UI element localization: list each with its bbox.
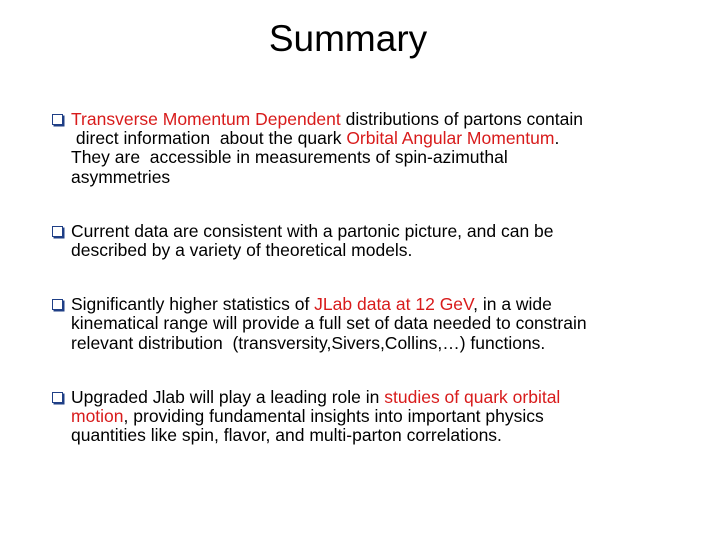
bullet-item	[52, 110, 672, 187]
bullet-text-highlight: JLab data at 12 GeV	[314, 294, 474, 315]
square-bullet-icon	[52, 299, 63, 310]
bullet-text: , in a wide kinematical range will provide a full set of data needed to constrain relevant distribution (transversity,Sivers,Collins,…) functions.	[71, 294, 587, 353]
bullet-text: Significantly higher statistics of	[71, 294, 315, 315]
bullet-text: Upgraded Jlab will play a leading role in	[71, 386, 385, 407]
slide-title: Summary	[268, 18, 428, 59]
square-bullet-icon	[52, 226, 63, 237]
bullet-text: . They are accessible in measurements of spin-azimuthal asymmetries	[71, 128, 560, 187]
square-bullet-icon	[52, 114, 63, 125]
bullet-item	[52, 222, 672, 260]
bullet-text-highlight: Orbital Angular Momentum	[346, 128, 555, 149]
summary-bullet-list	[52, 110, 672, 445]
bullet-text: , providing fundamental insights into important physics quantities like spin, flavor, and multi-parton correlations.	[71, 406, 544, 446]
bullet-item	[52, 295, 672, 353]
square-bullet-icon	[52, 392, 63, 403]
bullet-text-highlight: Transverse Momentum Dependent	[71, 109, 341, 129]
bullet-item	[52, 388, 672, 446]
bullet-text-highlight: studies of quark orbital motion	[71, 386, 561, 427]
bullet-text: Current data are consistent with a partonic picture, and can be described by a variety of theoretical models.	[71, 220, 554, 261]
bullet-text: distributions of partons contain direct information about the quark	[75, 109, 583, 149]
